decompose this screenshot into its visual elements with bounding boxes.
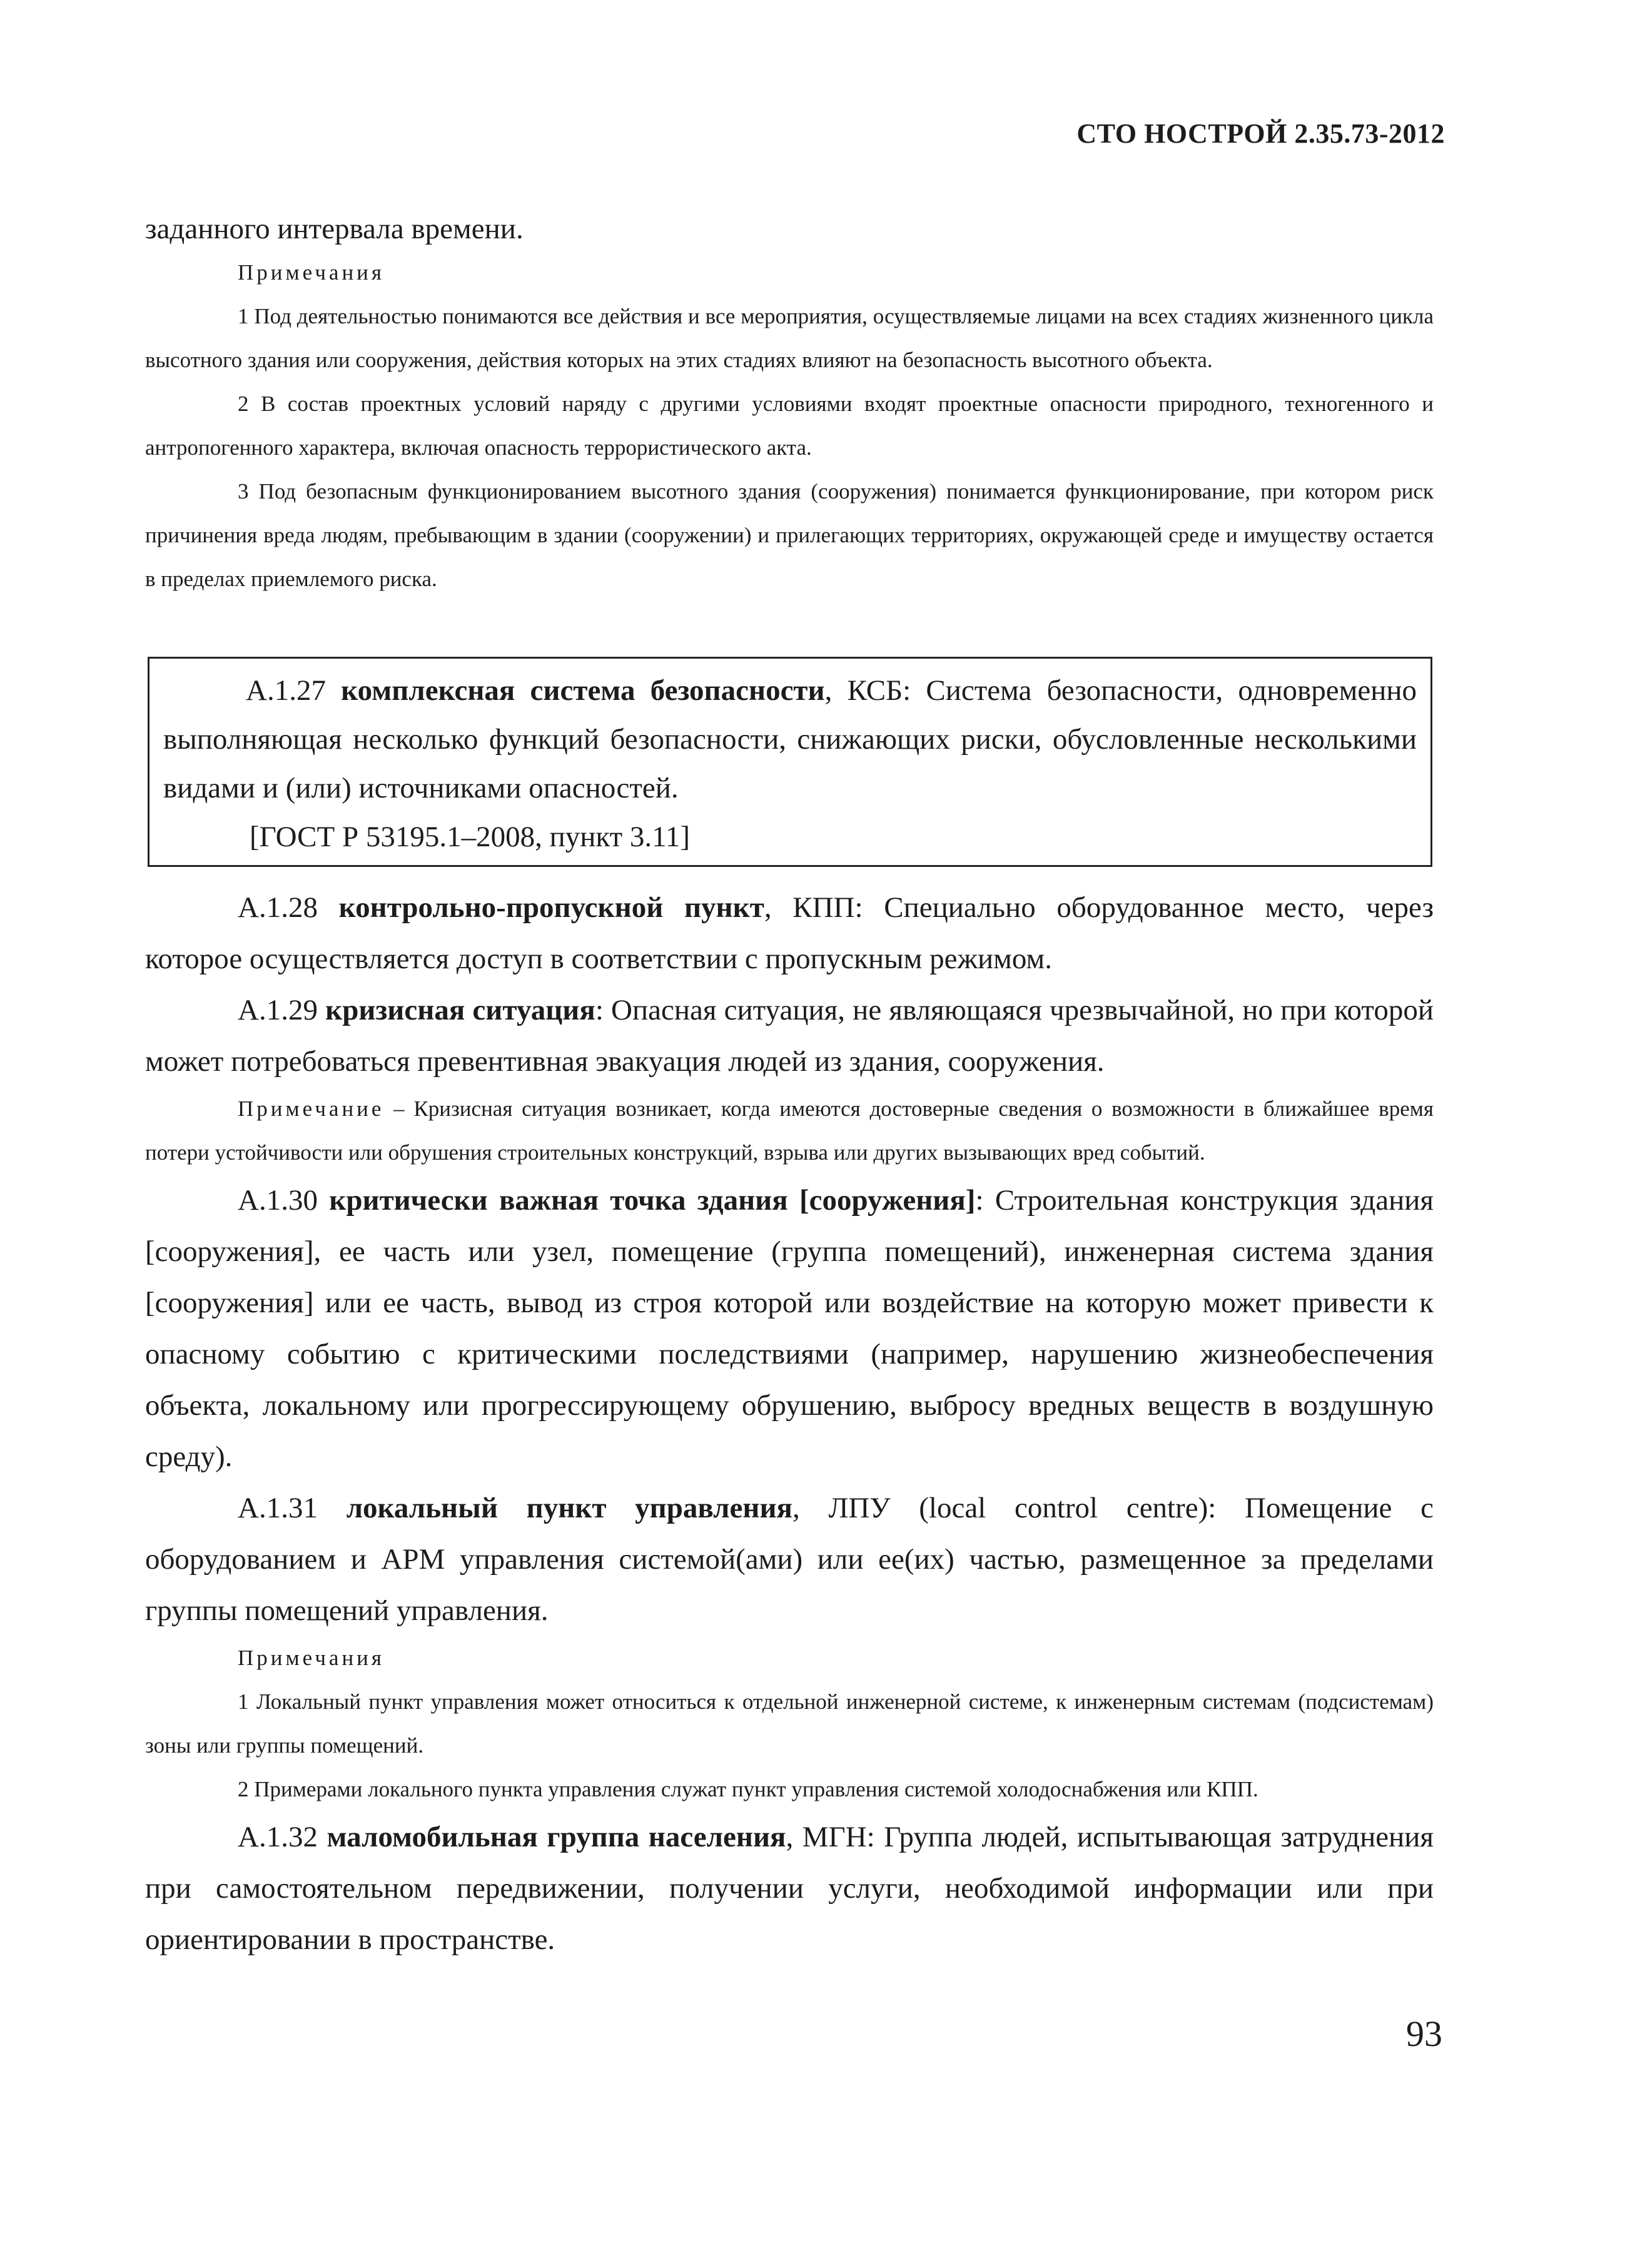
definition-text <box>163 666 1417 813</box>
source-reference: [ГОСТ Р 53195.1–2008, пункт 3.11] <box>250 821 691 853</box>
term-name: локальный пункт управления <box>346 1492 792 1524</box>
note-a129 <box>145 1087 1434 1175</box>
boxed-definition <box>148 657 1432 867</box>
note-item: 3 Под безопасным функционированием высотного здания (сооружения) понимается функционирование, при котором риск причинения вреда людям, пребывающим в здании (сооружении) и прилегающих территориях, окружающей среде и имуществу остается в пределах приемлемого риска. <box>145 479 1434 591</box>
term-definition: : Строительная конструкция здания [сооружения], ее часть или узел, помещение (группа помещений), инженерная система здания [сооружения] или ее часть, вывод из строя которой или воздействие на которую может привести к опасному событию с критическими последствиями (например, нарушению жизнеобеспечения объекта, локальному или прогрессирующему обрушению, выбросу вредных веществ в воздушную среду). <box>145 1184 1434 1473</box>
term-name: маломобильная группа населения <box>327 1821 786 1853</box>
note-item: 2 Примерами локального пункта управления служат пункт управления системой холодоснабжения или КПП. <box>238 1777 1258 1801</box>
term-definition: , КПП: Специально оборудованное место, через которое осуществляется доступ в соответствии с пропускным режимом. <box>145 891 1434 975</box>
term-name: комплексная система безопасности <box>341 674 825 707</box>
term-number: А.1.28 <box>238 891 318 924</box>
note-item: 1 Под деятельностью понимаются все действия и все мероприятия, осуществляемые лицами на всех стадиях жизненного цикла высотного здания или сооружения, действия которых на этих стадиях влияют на безопасность высотного объекта. <box>145 304 1434 372</box>
term-name: контрольно-пропускной пункт <box>338 891 764 924</box>
term-definition: , КСБ: Система безопасности, одновременно выполняющая несколько функций безопасности, снижающих риски, обусловленные несколькими видами и (или) источниками опасностей. <box>163 674 1417 804</box>
note-label: Примечание <box>238 1096 385 1121</box>
term-number: А.1.29 <box>238 994 318 1026</box>
definition-a132 <box>145 1811 1434 1965</box>
definitions-section <box>145 882 1434 1965</box>
definition-a129 <box>145 985 1434 1087</box>
definition-a128 <box>145 882 1434 985</box>
note-item: 1 Локальный пункт управления может относиться к отдельной инженерной системе, к инженерным системам (подсистемам) зоны или группы помещений. <box>145 1689 1434 1758</box>
term-number: А.1.31 <box>238 1492 318 1524</box>
continuation-text: заданного интервала времени. <box>145 213 524 245</box>
term-definition: , ЛПУ (local control centre): Помещение с оборудованием и АРМ управления системой(ами) или ее(их) частью, размещенное за пределами группы помещений управления. <box>145 1492 1434 1627</box>
term-number: А.1.30 <box>238 1184 318 1217</box>
term-name: кризисная ситуация <box>325 994 595 1026</box>
term-definition: : Опасная ситуация, не являющаяся чрезвычайной, но при которой может потребоваться превентивная эвакуация людей из здания, сооружения. <box>145 994 1434 1078</box>
notes-section-top <box>145 203 1434 601</box>
definition-a131 <box>145 1482 1434 1636</box>
term-definition: , МГН: Группа людей, испытывающая затруднения при самостоятельном передвижении, получении услуги, необходимой информации или при ориентировании в пространстве. <box>145 1821 1434 1956</box>
term-number: А.1.27 <box>246 674 326 707</box>
note-text: – Кризисная ситуация возникает, когда имеются достоверные сведения о возможности в ближайшее время потери устойчивости или обрушения строительных конструкций, взрыва или других вызывающих вред событий. <box>145 1096 1434 1165</box>
document-code-header: СТО НОСТРОЙ 2.35.73-2012 <box>1076 118 1445 149</box>
page-number: 93 <box>1406 2013 1442 2054</box>
note-item: 2 В состав проектных условий наряду с другими условиями входят проектные опасности природного, техногенного и антропогенного характера, включая опасность террористического акта. <box>145 392 1434 460</box>
term-number: А.1.32 <box>238 1821 318 1853</box>
notes-title: Примечания <box>238 260 385 285</box>
term-name: критически важная точка здания [сооружения] <box>329 1184 976 1217</box>
definition-a130 <box>145 1175 1434 1482</box>
notes-title: Примечания <box>238 1646 385 1670</box>
